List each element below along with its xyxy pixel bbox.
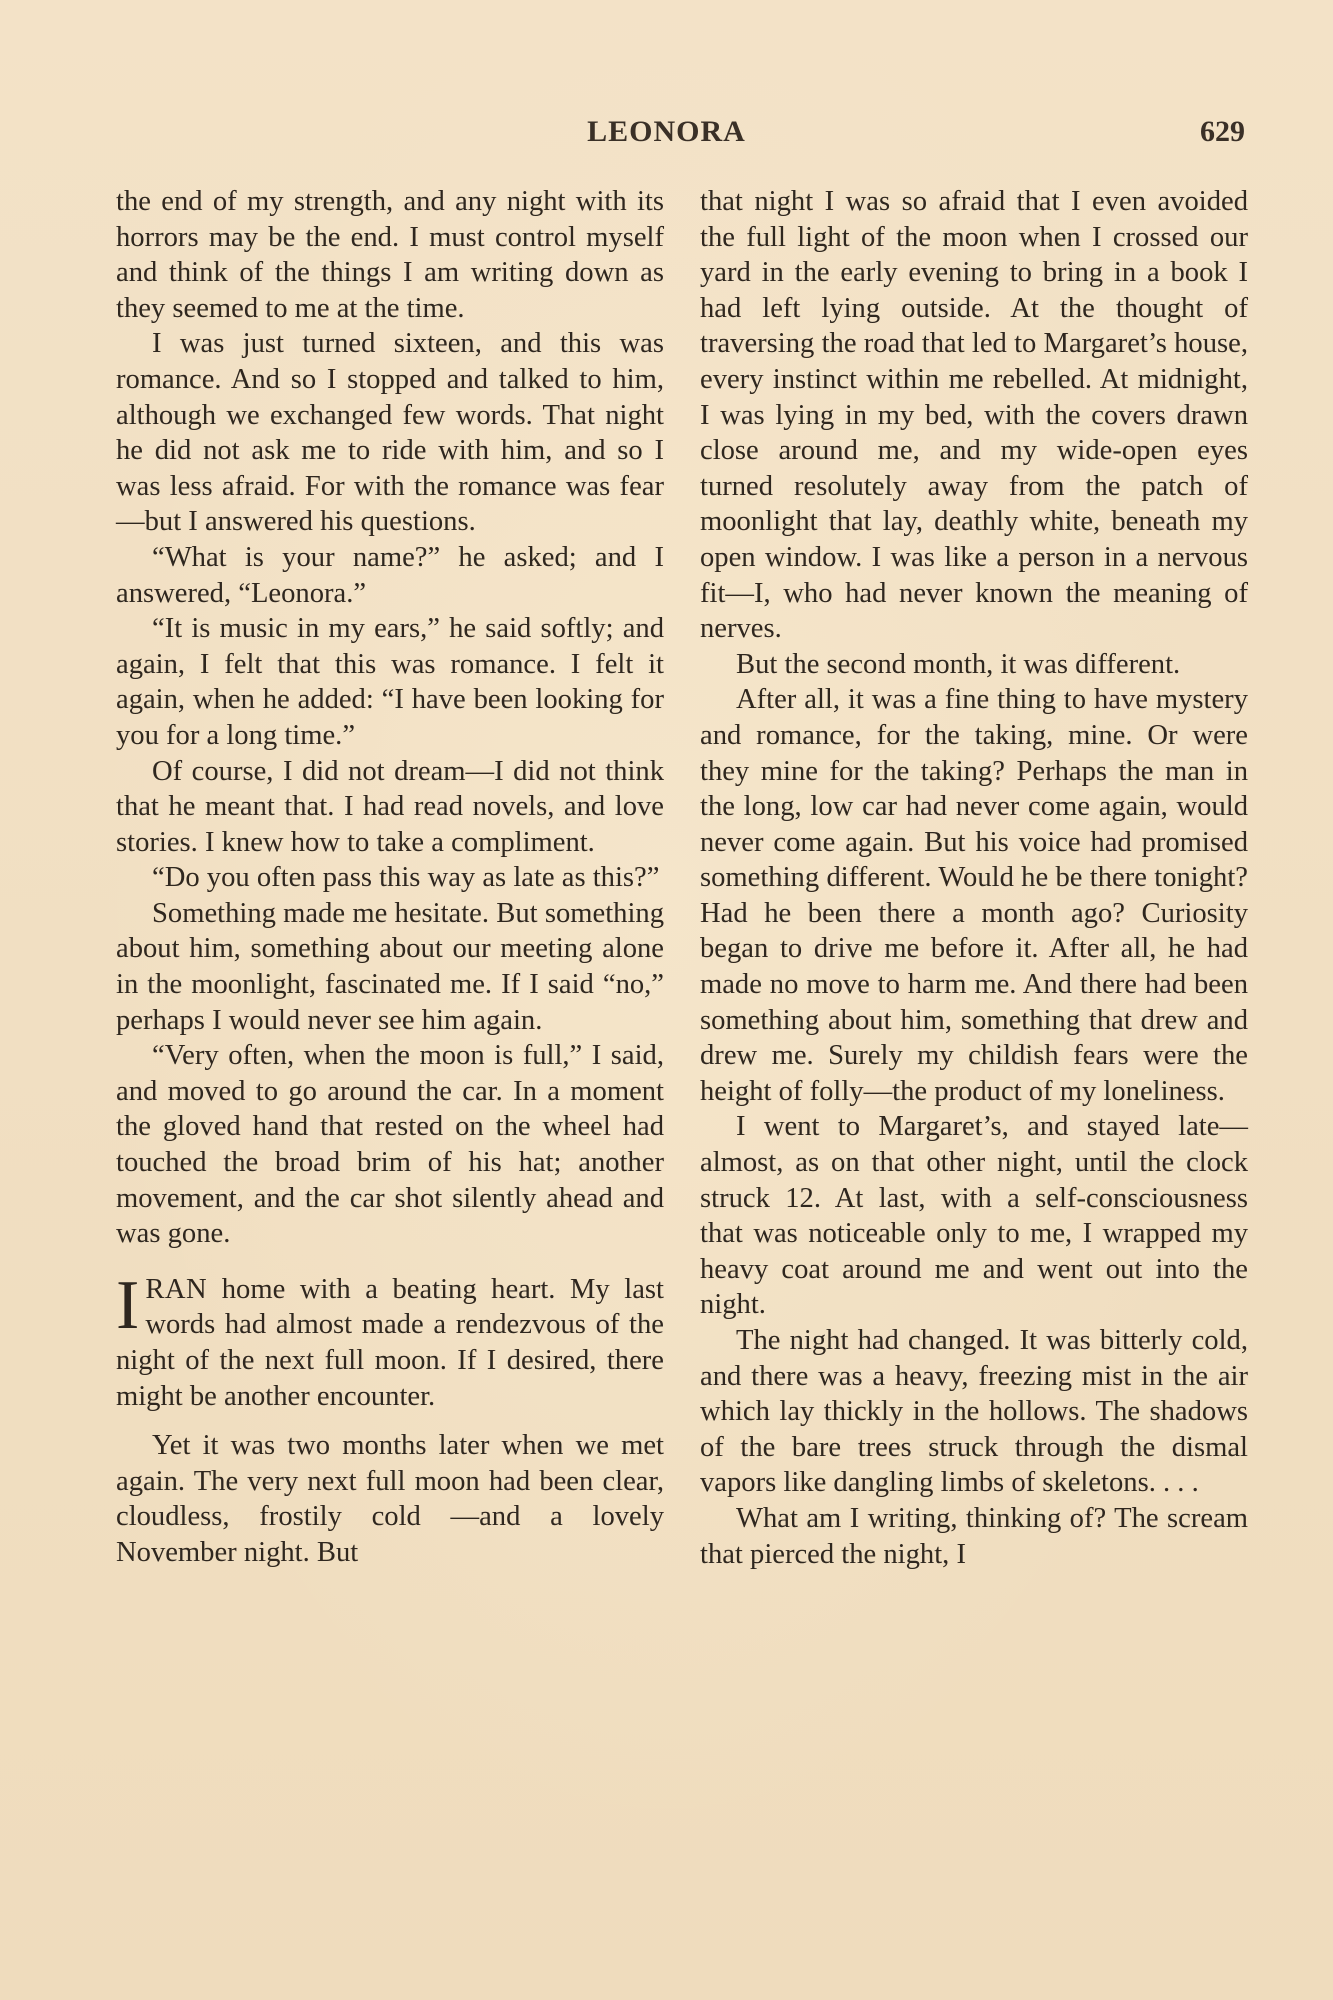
small-caps-lead: RAN (145, 1273, 208, 1305)
paragraph: The night had changed. It was bitterly cold, and there was a heavy, freezing mist in the air which lay thickly in the hollows. The shadows of the bare trees struck through the dismal vapors like dangling limbs of skeletons. . . . (700, 1325, 1248, 1499)
paragraph: “Very often, when the moon is full,” I said, and moved to go around the car. In a moment the gloved hand that rested on the wheel had touched the broad brim of his hat; another movement, and the car shot silently ahead and was gone. (116, 1040, 664, 1250)
right-column (700, 184, 1248, 1572)
paragraph: Yet it was two months later when we met again. The very next full moon had been clear, cloudless, frostily cold —and a lovely November night. But (116, 1430, 664, 1568)
paragraph: the end of my strength, and any night with its horrors may be the end. I must control myself and think of the things I am writing down as they seemed to me at the time. (116, 186, 664, 324)
paragraph: Something made me hesitate. But something about him, something about our meeting alone in the moonlight, fascinated me. If I said “no,” perhaps I would never see him again. (116, 897, 664, 1036)
paragraph: I was just turned sixteen, and this was romance. And so I stopped and talked to him, although we exchanged few words. That night he did not ask me to ride with him, and so I was less afraid. For with the romance was fear —but I answered his questions. (116, 328, 664, 538)
paragraph: Of course, I did not dream—I did not think that he meant that. I had read novels, and love stories. I knew how to take a compliment. (116, 755, 664, 858)
page-number: 629 (1200, 115, 1245, 148)
paragraph: But the second month, it was different. (736, 648, 1181, 680)
page-header (0, 115, 1333, 155)
paragraph: “It is music in my ears,” he said softly; and again, I felt that this was romance. I felt it again, when he added: “I have been looking for you for a long time.” (116, 613, 664, 751)
paragraph: I went to Margaret’s, and stayed late—almost, as on that other night, until the clock struck 12. At last, with a self-consciousness that was noticeable only to me, I wrapped my heavy coat around me and went out into the night. (700, 1111, 1248, 1321)
paragraph: After all, it was a fine thing to have mystery and romance, for the taking, mine. Or were they mine for the taking? Perhaps the man in the long, low car had never come again, would never come again. But his voice had promised something different. Would he be there tonight? Had he been there a month ago? Curiosity began to drive me before it. After all, he had made no move to harm me. And there had been something about him, something that drew and drew me. Surely my childish fears were the height of folly—the product of my loneliness. (700, 684, 1248, 1107)
section-opening-paragraph (116, 1266, 664, 1414)
paragraph: that night I was so afraid that I even avoided the full light of the moon when I crossed our yard in the early evening to bring in a book I had left lying outside. At the thought of traversing the road that led to Margaret’s house, every instinct within me rebelled. At midnight, I was lying in my bed, with the covers drawn close around me, and my wide-open eyes turned resolutely away from the patch of moonlight that lay, deathly white, beneath my open window. I was like a person in a nervous fit—I, who had never known the meaning of nerves. (700, 186, 1248, 645)
paragraph: “Do you often pass this way as late as this?” (152, 862, 660, 894)
paragraph: What am I writing, thinking of? The scream that pierced the night, I (700, 1502, 1248, 1570)
left-column (116, 184, 664, 1571)
paragraph-text: home with a beating heart. My last words had almost made a rendezvous of the night of the next full moon. If I desired, there might be another encounter. (116, 1273, 664, 1412)
running-title: LEONORA (587, 115, 746, 148)
drop-cap: I (116, 1266, 140, 1344)
paragraph: “What is your name?” he asked; and I answered, “Leonora.” (116, 541, 664, 609)
